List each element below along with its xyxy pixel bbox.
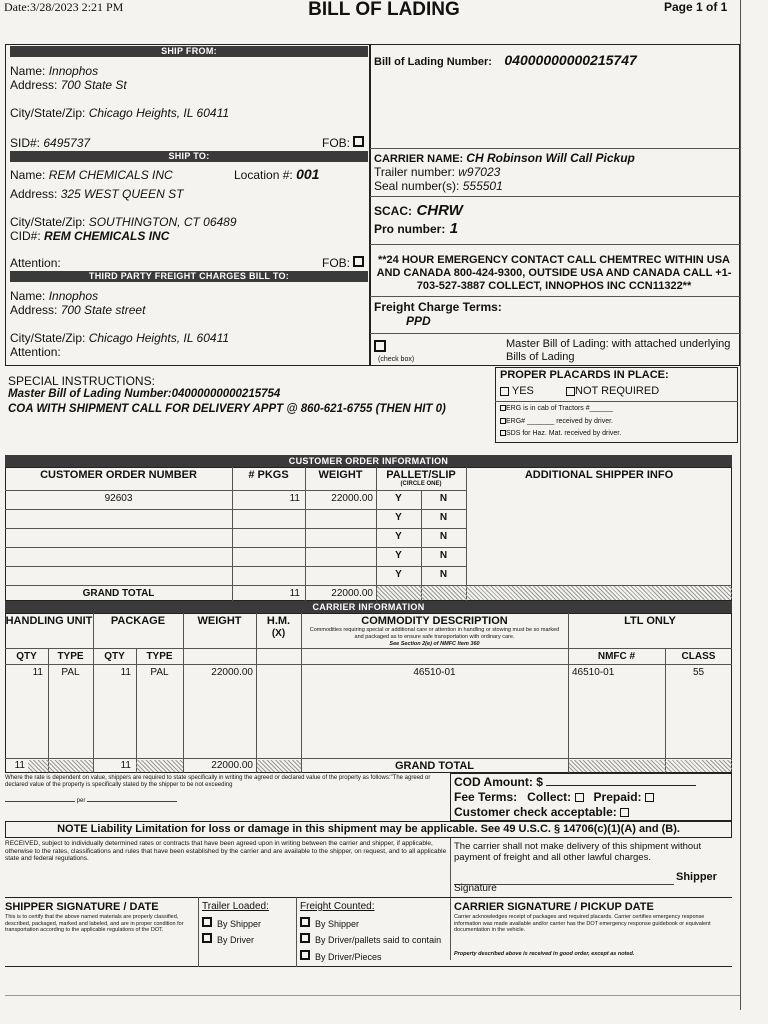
prepaid-checkbox[interactable]: [645, 793, 654, 802]
col-weight: WEIGHT: [318, 469, 363, 481]
column-divider: [232, 467, 233, 601]
hatched-area: [257, 760, 301, 772]
by-driver-checkbox[interactable]: [202, 933, 212, 943]
carrier-info-bar: CARRIER INFORMATION: [5, 601, 732, 613]
carrier-sig-text: Carrier acknowledges receipt of packages and required placards. Carrier certifies emergency response information was made available and/or carrier has the DOT emergency response guidebook or equivalent documentation in the vehicle.: [454, 914, 711, 933]
customer-check: Customer check acceptable:: [454, 805, 629, 819]
document-title: BILL OF LADING: [308, 0, 460, 20]
row-divider: [5, 566, 466, 567]
hatched-area: [136, 760, 183, 772]
trailer-loaded-driver: By Driver: [202, 933, 254, 945]
carrier-grand-total-label: GRAND TOTAL: [394, 760, 475, 772]
yes-checkbox[interactable]: [500, 387, 509, 396]
row-divider: [5, 547, 466, 548]
pallet-n[interactable]: N: [439, 569, 448, 580]
column-divider: [305, 467, 306, 601]
signature-label: Signature: [454, 883, 497, 894]
third-party-bar: THIRD PARTY FREIGHT CHARGES BILL TO:: [10, 271, 368, 282]
description-cell: 46510-01: [413, 667, 456, 678]
ship-from-csz: City/State/Zip: Chicago Heights, IL 60411: [10, 106, 230, 120]
col-pkg-type: TYPE: [146, 651, 173, 662]
declared-value-line: per: [5, 798, 445, 805]
carrier-name: CARRIER NAME: CH Robinson Will Call Pickup: [374, 151, 635, 165]
freight-counted-shipper: By Shipper: [300, 917, 359, 929]
ship-to-bar: SHIP TO:: [10, 151, 368, 162]
page-bottom-rule: [5, 995, 740, 996]
by-driver-pallets-checkbox[interactable]: [300, 933, 310, 943]
row-divider: [5, 648, 732, 649]
divider: [370, 196, 740, 197]
col-pallet: PALLET/SLIP: [386, 469, 456, 481]
special-instructions-line1: Master Bill of Lading Number:04000000000215754: [8, 388, 281, 400]
pallet-y[interactable]: Y: [395, 512, 402, 523]
commodity-note: Commodities requiring special or additional care or attention in handling or stowing must be so marked and packaged as to ensure safe transportation with ordinary care.: [309, 627, 560, 640]
col-pkg-qty: QTY: [104, 651, 125, 662]
pkg-type-cell: PAL: [150, 667, 169, 678]
pallet-n[interactable]: N: [439, 550, 448, 561]
nmfc-cell: 46510-01: [572, 667, 615, 678]
pallet-y[interactable]: Y: [395, 531, 402, 542]
ship-to-csz: City/State/Zip: SOUTHINGTON, CT 06489: [10, 215, 237, 229]
hatched-area: [377, 586, 732, 600]
freight-counted-pieces: By Driver/Pieces: [300, 950, 382, 962]
emergency-contact: **24 HOUR EMERGENCY CONTACT CALL CHEMTREC WITHIN USA AND CANADA 800-424-9300, OUTSIDE USA AND CANADA CALL +1-703-527-3887 COLLECT, INNOPHOS INC CCN11322**: [376, 254, 732, 292]
collect-checkbox[interactable]: [575, 793, 584, 802]
page-number: Page 1 of 1: [664, 0, 728, 14]
shipper-sig-text: This is to certify that the above named materials are properly classified, described, packaged, marked and labeled, and are in proper condition for transportation according to the applicable regulations of the DOT.: [5, 914, 184, 933]
special-instructions-line2: COA WITH SHIPMENT CALL FOR DELIVERY APPT @ 860-621-6755 (THEN HIT 0): [8, 403, 446, 415]
pkg-qty-cell: 11: [120, 667, 131, 678]
weight-cell: 22000.00: [331, 493, 373, 504]
trailer-loaded-title: Trailer Loaded:: [202, 901, 269, 912]
col-hu-type: TYPE: [57, 651, 84, 662]
divider: [370, 333, 740, 334]
pallet-n[interactable]: N: [439, 512, 448, 523]
erg-number: ERG# _______ received by driver.: [500, 418, 613, 426]
special-instructions-label: SPECIAL INSTRUCTIONS:: [8, 374, 155, 388]
grand-total-label: GRAND TOTAL: [82, 588, 155, 599]
cod-amount-field[interactable]: [546, 785, 696, 786]
master-bol-text: Master Bill of Lading: with attached underlying Bills of Lading: [506, 338, 731, 363]
row-divider: [5, 664, 732, 665]
ship-to-attention: Attention:: [10, 256, 61, 270]
column-divider: [183, 613, 184, 773]
hu-type-cell: PAL: [61, 667, 80, 678]
placards-title: PROPER PLACARDS IN PLACE:: [500, 369, 669, 381]
row-divider: [5, 509, 466, 510]
ship-from-sid: SID#: 6495737: [10, 136, 91, 150]
hatched-area: [28, 760, 93, 772]
pallet-y[interactable]: Y: [395, 569, 402, 580]
erg-cab: ERG is in cab of Tractors #______: [500, 405, 613, 413]
liability-note: NOTE Liability Limitation for loss or damage in this shipment may be applicable. See 49 U.S.C. § 14706(c)(1)(A) and (B).: [57, 823, 680, 835]
fob-checkbox[interactable]: [353, 256, 364, 267]
col-weight: WEIGHT: [197, 615, 242, 627]
grand-total-weight: 22000.00: [331, 588, 373, 599]
ship-from-name: Name: Innophos: [10, 64, 99, 78]
master-bol-checkbox[interactable]: [374, 340, 386, 352]
column-divider: [568, 613, 569, 773]
freight-counted-title: Freight Counted:: [300, 901, 375, 912]
grand-total-pkgs: 11: [289, 588, 300, 599]
fob-checkbox[interactable]: [353, 136, 364, 147]
col-pkgs: # PKGS: [248, 469, 289, 481]
ship-from-address: Address: 700 State St: [10, 78, 127, 92]
check-box-label: (check box): [378, 356, 415, 363]
address-panel: [5, 44, 370, 366]
column-divider: [296, 897, 297, 967]
divider: [370, 296, 740, 297]
customer-order-table: [5, 467, 732, 601]
ship-from-bar: SHIP FROM:: [10, 46, 368, 57]
col-package: PACKAGE: [110, 615, 166, 627]
sds-received: SDS for Haz. Mat. received by driver.: [500, 430, 621, 438]
pallet-n[interactable]: N: [439, 531, 448, 542]
print-date: Date:3/28/2023 2:21 PM: [4, 0, 124, 14]
col-nmfc: NMFC #: [597, 651, 636, 662]
column-divider: [466, 467, 467, 601]
declared-value-note: Where the rate is dependent on value, shippers are required to state specifically in writing the agreed or declared value of the property as follows:"The agreed or declared value of the property is specifically stated by the shipper to be not exceeding: [5, 775, 431, 788]
hu-qty-cell: 11: [32, 667, 43, 678]
cod-amount: COD Amount: $: [454, 775, 696, 789]
right-margin-rule: [740, 0, 741, 1010]
third-party-address: Address: 700 State street: [10, 303, 146, 317]
weight-cell: 22000.00: [211, 667, 253, 678]
ship-to-cid: CID#: REM CHEMICALS INC: [10, 229, 170, 243]
scac: SCAC: CHRW: [374, 202, 463, 219]
freight-terms-value: PPD: [406, 314, 431, 328]
divider: [370, 148, 740, 149]
placards-yes: YES: [500, 385, 534, 397]
third-party-csz: City/State/Zip: Chicago Heights, IL 60411: [10, 331, 230, 345]
placards-not-required: NOT REQUIRED: [566, 385, 659, 397]
col-hm-x: (X): [271, 628, 286, 639]
hatched-area: [569, 760, 732, 772]
total-hu-qty: 11: [14, 760, 25, 771]
seal-number: Seal number(s): 555501: [374, 179, 503, 193]
fee-terms: Fee Terms: Collect: Prepaid:: [454, 790, 654, 804]
col-handling-unit: HANDLING UNIT: [5, 615, 93, 627]
not-required-checkbox[interactable]: [566, 387, 575, 396]
col-hu-qty: QTY: [16, 651, 37, 662]
class-cell: 55: [692, 667, 705, 678]
col-class: CLASS: [681, 651, 716, 662]
column-divider: [301, 613, 302, 773]
ship-to-name: Name: REM CHEMICALS INC: [10, 168, 173, 182]
by-shipper-checkbox[interactable]: [300, 917, 310, 927]
pallet-y[interactable]: Y: [395, 493, 402, 504]
pallet-n[interactable]: N: [439, 493, 448, 504]
shipper-label: Shipper: [676, 871, 717, 883]
ship-to-fob: FOB:: [322, 256, 364, 270]
by-shipper-checkbox[interactable]: [202, 917, 212, 927]
pro-number: Pro number: 1: [374, 220, 459, 237]
customer-order-bar: CUSTOMER ORDER INFORMATION: [5, 455, 732, 467]
trailer-loaded-shipper: By Shipper: [202, 917, 261, 929]
pallet-y[interactable]: Y: [395, 550, 402, 561]
col-additional: ADDITIONAL SHIPPER INFO: [524, 469, 674, 481]
bol-number: Bill of Lading Number: 04000000000215747: [374, 52, 637, 68]
freight-counted-pallets: By Driver/pallets said to contain: [300, 933, 441, 945]
col-commodity: COMMODITY DESCRIPTION: [361, 615, 508, 627]
carrier-sig-note: Property described above is received in good order, except as noted.: [454, 951, 635, 957]
shipper-sig-title: SHIPPER SIGNATURE / DATE: [5, 901, 159, 913]
divider: [370, 244, 740, 245]
col-ltl-only: LTL ONLY: [624, 615, 676, 627]
total-pkg-qty: 11: [120, 760, 131, 771]
total-weight: 22000.00: [211, 760, 253, 771]
row-divider: [5, 758, 732, 759]
column-divider: [93, 613, 94, 773]
col-circle-one: (CIRCLE ONE): [400, 481, 442, 487]
order-number-cell: 92603: [104, 493, 133, 504]
ship-to-address: Address: 325 WEST QUEEN ST: [10, 187, 184, 201]
divider: [495, 401, 738, 402]
column-divider: [198, 897, 199, 967]
received-text: RECEIVED, subject to individually determined rates or contracts that have been agreed upon in writing between the carrier and shipper, if applicable, otherwise to the rates, classifications and rules that have been established by the carrier and are available to the shipper, on request, and to all applicable state and federal regulations.: [5, 840, 447, 862]
no-delivery-text: The carrier shall not make delivery of this shipment without payment of freight and all other lawful charges.: [454, 841, 702, 863]
carrier-sig-title: CARRIER SIGNATURE / PICKUP DATE: [454, 901, 654, 913]
freight-terms-label: Freight Charge Terms:: [374, 300, 502, 314]
ship-from-fob: FOB:: [322, 136, 364, 150]
row-divider: [5, 490, 466, 491]
pkgs-cell: 11: [289, 493, 300, 504]
ship-to-location: Location #: 001: [234, 166, 320, 182]
customer-check-checkbox[interactable]: [620, 808, 629, 817]
third-party-name: Name: Innophos: [10, 289, 99, 303]
col-hm: H.M.: [266, 615, 291, 627]
commodity-note-2: See Section 2(e) of NMFC Item 360: [389, 641, 480, 647]
row-divider: [5, 528, 466, 529]
col-order-number: CUSTOMER ORDER NUMBER: [40, 469, 197, 481]
trailer-number: Trailer number: w97023: [374, 165, 501, 179]
third-party-attention: Attention:: [10, 345, 61, 359]
by-driver-pieces-checkbox[interactable]: [300, 950, 310, 960]
